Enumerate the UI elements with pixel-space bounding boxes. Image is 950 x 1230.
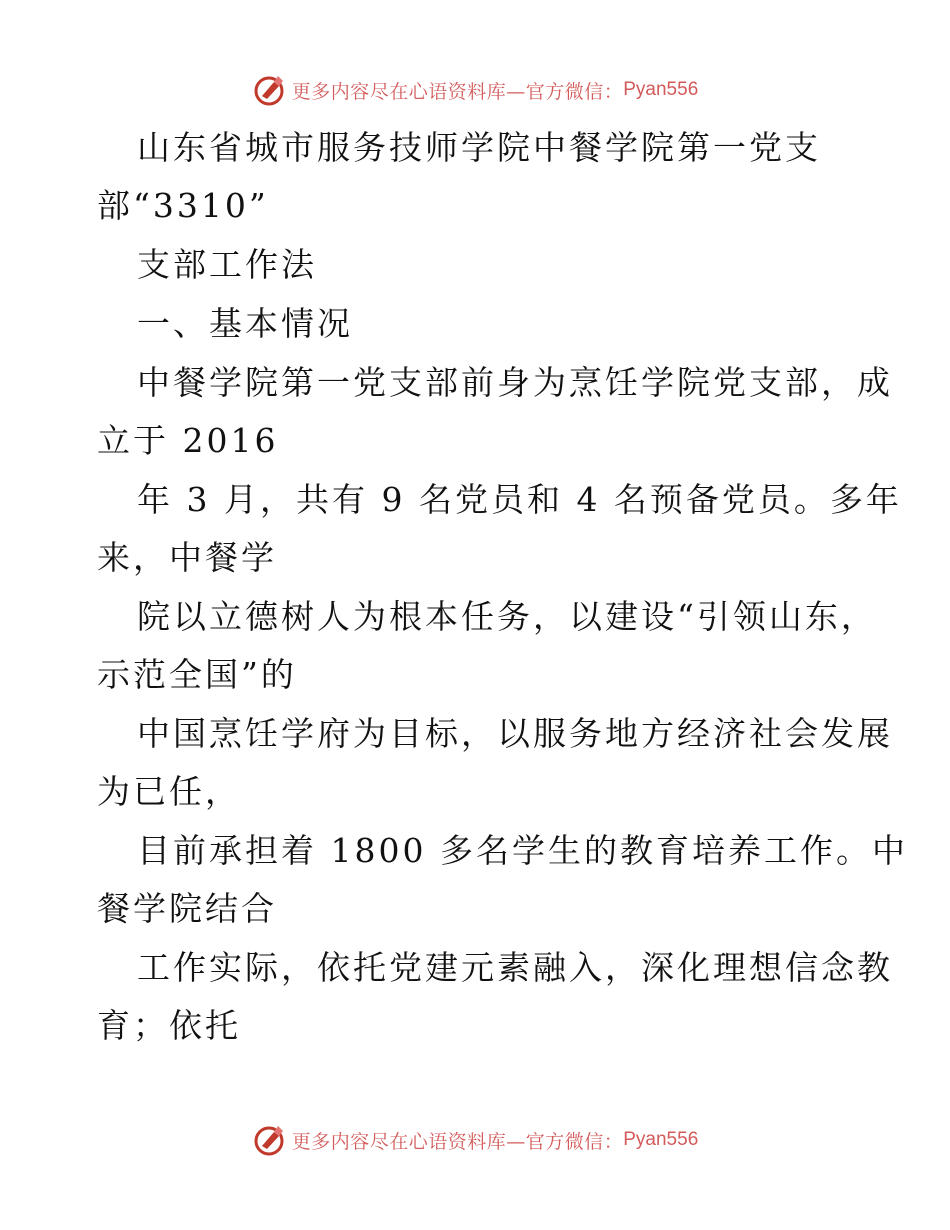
doc-line: 一、基本情况 <box>137 304 353 343</box>
watermark-header <box>0 70 950 110</box>
watermark-wechat-id: Pyan556 <box>623 79 699 100</box>
doc-line: 示范全国”的 <box>97 655 297 694</box>
watermark-text: 更多内容尽在心语资料库—官方微信： <box>291 80 624 103</box>
doc-line: 院以立德树人为根本任务，以建设“引领山东， <box>137 597 877 636</box>
doc-line: 为已任， <box>97 772 241 811</box>
doc-line: 工作实际，依托党建元素融入，深化理想信念教 <box>137 948 893 987</box>
doc-line: 目前承担着 1800 多名学生的教育培养工作。中 <box>137 831 908 870</box>
pen-logo-icon <box>252 1122 288 1158</box>
doc-line: 年 3 月，共有 9 名党员和 4 名预备党员。多年 <box>137 480 902 519</box>
watermark-footer <box>0 1120 950 1160</box>
doc-line: 支部工作法 <box>137 245 317 284</box>
pen-logo-icon <box>252 72 288 108</box>
watermark-text: 更多内容尽在心语资料库—官方微信： <box>291 1130 624 1153</box>
doc-line: 来，中餐学 <box>97 538 277 577</box>
doc-line: 餐学院结合 <box>97 889 277 928</box>
doc-line: 育；依托 <box>97 1006 241 1045</box>
doc-line: 中餐学院第一党支部前身为烹饪学院党支部，成 <box>137 363 893 402</box>
watermark-wechat-id: Pyan556 <box>623 1129 699 1150</box>
doc-line: 中国烹饪学府为目标，以服务地方经济社会发展 <box>137 714 893 753</box>
doc-line: 部“3310” <box>97 186 269 225</box>
doc-line: 立于 2016 <box>97 421 279 460</box>
doc-line: 山东省城市服务技师学院中餐学院第一党支 <box>137 128 821 167</box>
